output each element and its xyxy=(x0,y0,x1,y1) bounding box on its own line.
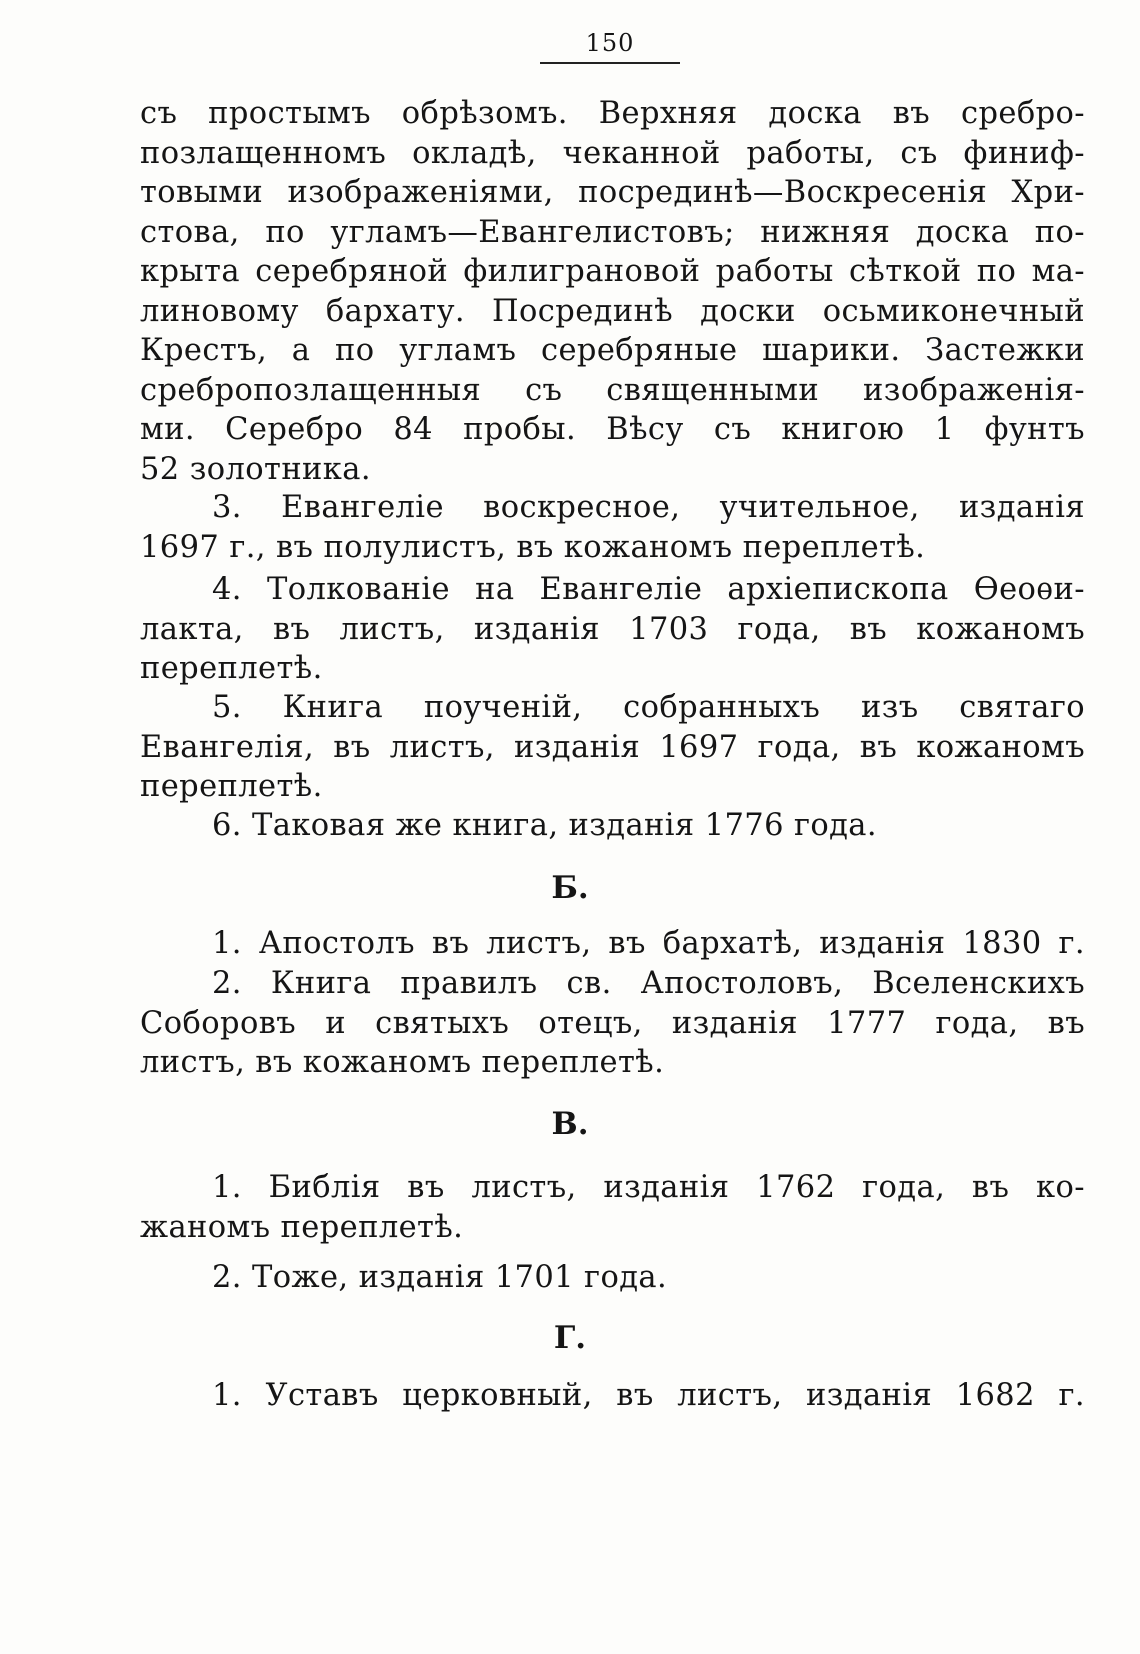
text-line: Крестъ, а по угламъ серебряные шарики. Застежки xyxy=(140,333,1085,368)
text-line: 5. Книга поученій, собранныхъ изъ святаго xyxy=(212,690,1085,725)
section-heading-g: Г. xyxy=(553,1320,587,1356)
list-item xyxy=(140,806,1085,846)
text-line: сребропозлащенныя съ священными изображенія- xyxy=(140,372,1085,408)
text-line: позлащенномъ окладѣ, чеканной работы, съ финиф- xyxy=(140,135,1085,171)
text-line: Евангелія, въ листъ, изданія 1697 года, въ кожаномъ xyxy=(140,729,1085,765)
list-item xyxy=(140,964,1085,1083)
text-line: 52 золотника. xyxy=(140,451,371,487)
text-line: переплетѣ. xyxy=(140,769,323,804)
text-line: переплетѣ. xyxy=(140,651,323,686)
text-line: листъ, въ кожаномъ переплетѣ. xyxy=(140,1045,665,1080)
text-line: 4. Толкованіе на Евангеліе архіепископа Ѳеоѳи- xyxy=(212,572,1085,607)
text-line: 1. Уставъ церковный, въ листъ, изданія 1682 г. xyxy=(212,1378,1085,1413)
text-line: 3. Евангеліе воскресное, учительное, изданія xyxy=(212,490,1085,525)
text-line: съ простымъ обрѣзомъ. Верхняя доска въ сребро- xyxy=(140,96,1085,131)
section-heading-b: Б. xyxy=(551,870,589,906)
list-item xyxy=(140,924,1085,964)
list-item xyxy=(140,688,1085,807)
text-line: товыми изображеніями, посрединѣ—Воскресенія Хри- xyxy=(140,175,1085,210)
list-item xyxy=(140,1376,1085,1416)
text-line: жаномъ переплетѣ. xyxy=(140,1209,464,1245)
text-line: Соборовъ и святыхъ отецъ, изданія 1777 года, въ xyxy=(140,1005,1085,1041)
text-line: 1. Библія въ листъ, изданія 1762 года, въ ко- xyxy=(212,1170,1085,1205)
text-line: 6. Таковая же книга, изданія 1776 года. xyxy=(212,808,877,843)
text-line: 1. Апостолъ въ листъ, въ бархатѣ, изданія 1830 г. xyxy=(212,926,1085,961)
section-heading-v: В. xyxy=(551,1106,589,1142)
text-line: ми. Серебро 84 пробы. Вѣсу съ книгою 1 фунтъ xyxy=(140,412,1085,447)
text-line: лакта, въ листъ, изданія 1703 года, въ кожаномъ xyxy=(140,611,1085,647)
text-line: крыта серебряной филиграновой работы сѣткой по ма- xyxy=(140,254,1085,289)
page-number-rule xyxy=(540,62,680,64)
text-line: 1697 г., въ полулистъ, въ кожаномъ переплетѣ. xyxy=(140,529,926,565)
text-line: линовому бархату. Посрединѣ доски осьмиконечный xyxy=(140,293,1085,329)
text-line: 2. Тоже, изданія 1701 года. xyxy=(212,1260,668,1295)
page-number: 150 xyxy=(585,29,635,57)
list-item xyxy=(140,1258,1085,1298)
list-item xyxy=(140,488,1085,567)
list-item xyxy=(140,570,1085,689)
text-line: стова, по угламъ—Евангелистовъ; нижняя доска по- xyxy=(140,214,1085,250)
list-item xyxy=(140,1168,1085,1247)
intro-paragraph xyxy=(140,94,1085,489)
text-line: 2. Книга правилъ св. Апостоловъ, Вселенскихъ xyxy=(212,966,1085,1001)
